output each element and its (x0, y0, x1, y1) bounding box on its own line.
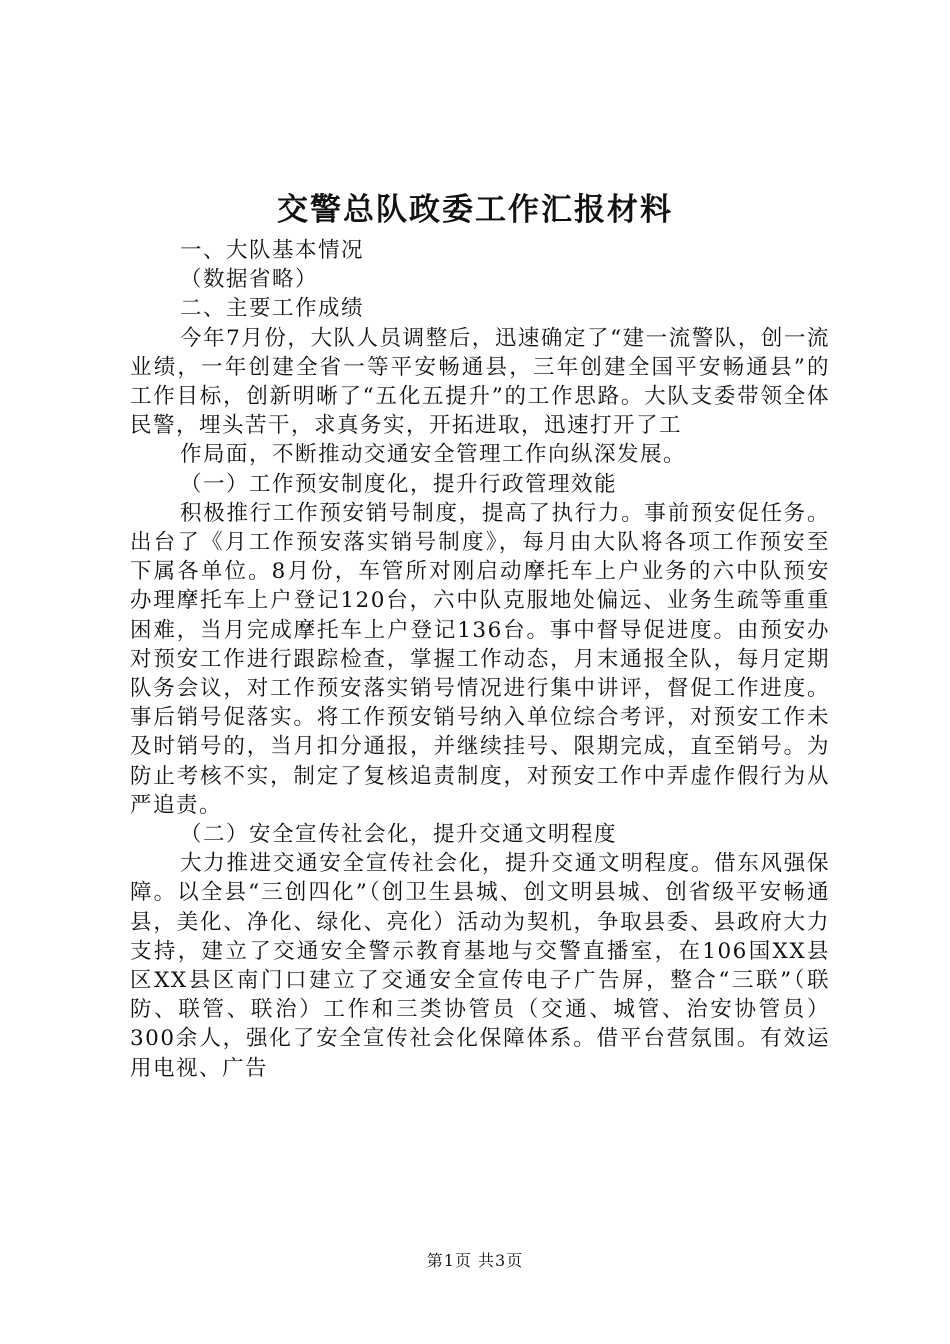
subsection-heading: （二）安全宣传社会化，提升交通文明程度 (180, 822, 618, 848)
body-paragraph: 作局面，不断推动交通安全管理工作向纵深发展。 (180, 442, 687, 468)
subsection-heading: （一）工作预安制度化，提升行政管理效能 (180, 471, 618, 497)
section-note: （数据省略） (180, 267, 319, 293)
page-footer: 第1页 共3页 (426, 1251, 524, 1270)
body-paragraph: 大力推进交通安全宣传社会化，提升交通文明程度。借东风强保障。以全县“三创四化”（创卫生县城、创文明县城、创省级平安畅通县，美化、净化、绿化、亮化）活动为契机，争取县委、县政府大力支持，建立了交通安全警示教育基地与交警直播室，在106国XX县区XX县区南门口建立了交通安全宣传电子广告屏，整合“三联”（联防、联管、联治）工作和三类协管员（交通、城管、治安协管员）300余人，强化了安全宣传社会化保障体系。借平台营氛围。有效运用电视、广告 (130, 851, 830, 1081)
document-title: 交警总队政委工作汇报材料 (277, 192, 673, 228)
document-body (130, 236, 830, 1083)
section-heading: 一、大队基本情况 (180, 238, 365, 263)
body-paragraph: 积极推行工作预安销号制度，提高了执行力。事前预安促任务。出台了《月工作预安落实销号制度》，每月由大队将各项工作预安至下属各单位。8月份，车管所对刚启动摩托车上户业务的六中队预安办理摩托车上户登记120台，六中队克服地处偏远、业务生疏等重重困难，当月完成摩托车上户登记136台。事中督导促进度。由预安办对预安工作进行跟踪检查，掌握工作动态，月末通报全队，每月定期队务会议，对工作预安落实销号情况进行集中讲评，督促工作进度。事后销号促落实。将工作预安销号纳入单位综合考评，对预安工作未及时销号的，当月扣分通报，并继续挂号、限期完成，直至销号。为防止考核不实，制定了复核追责制度，对预安工作中弄虚作假行为从严追责。 (130, 500, 830, 818)
section-heading: 二、主要工作成绩 (180, 296, 365, 322)
body-paragraph: 今年7月份，大队人员调整后，迅速确定了“建一流警队，创一流业绩，一年创建全省一等平安畅通县，三年创建全国平安畅通县”的工作目标，创新明晰了“五化五提升”的工作思路。大队支委带领全体民警，埋头苦干，求真务实，开拓进取，迅速打开了工 (130, 325, 830, 439)
